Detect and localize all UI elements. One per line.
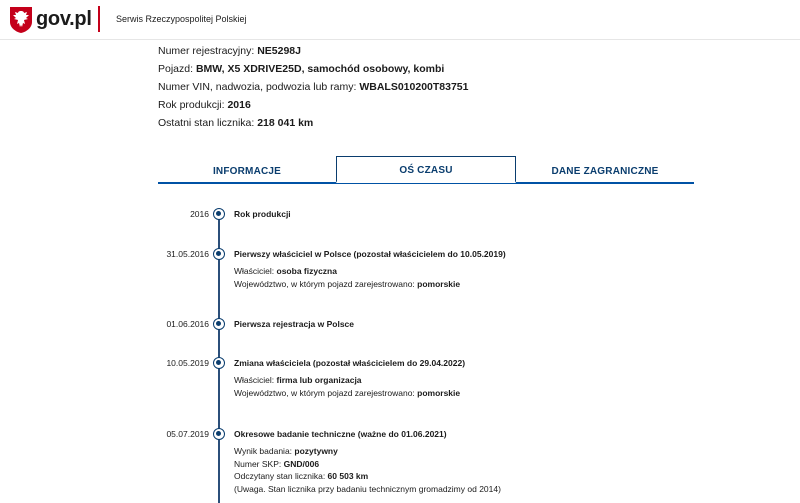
tab-informacje[interactable]: INFORMACJE xyxy=(212,166,282,177)
detail-line xyxy=(234,445,501,458)
event-date: 05.07.2019 xyxy=(166,429,209,439)
vehicle-label: Pojazd: xyxy=(158,63,196,75)
detail-line xyxy=(234,278,460,291)
vin-label: Numer VIN, nadwozia, podwozia lub ramy: xyxy=(158,81,360,93)
production-year-value: 2016 xyxy=(227,99,251,111)
event-details xyxy=(234,265,460,290)
detail-label: Wynik badania: xyxy=(234,446,295,456)
service-name: Serwis Rzeczypospolitej Polskiej xyxy=(116,14,247,24)
registration-label: Numer rejestracyjny: xyxy=(158,45,258,57)
timeline-dot-icon xyxy=(213,357,225,369)
detail-line xyxy=(234,374,460,387)
registration-row xyxy=(158,42,469,60)
detail-value: firma lub organizacja xyxy=(276,375,362,385)
mileage-row xyxy=(158,114,469,132)
mileage-value: 218 041 km xyxy=(257,117,314,129)
event-date: 10.05.2019 xyxy=(166,358,209,368)
event-date: 31.05.2016 xyxy=(166,249,209,259)
timeline-dot-icon xyxy=(213,248,225,260)
detail-value: 60 503 km xyxy=(327,471,369,481)
vehicle-row xyxy=(158,60,469,78)
detail-label: Województwo, w którym pojazd zarejestrowano: xyxy=(234,387,418,398)
detail-value: pozytywny xyxy=(294,446,338,456)
vin-value: WBALS010200T83751 xyxy=(359,81,469,93)
event-title: Rok produkcji xyxy=(234,209,291,219)
detail-line xyxy=(234,387,460,400)
event-details xyxy=(234,445,501,495)
registration-value: NE5298J xyxy=(257,45,301,57)
tab-bar xyxy=(158,156,694,184)
detail-label: Numer SKP: xyxy=(234,458,284,469)
detail-label: Właściciel: xyxy=(234,375,277,385)
brand-logo-text[interactable]: gov.pl xyxy=(36,8,92,30)
timeline-dot-icon xyxy=(213,318,225,330)
vehicle-value: BMW, X5 XDRIVE25D, samochód osobowy, kombi xyxy=(195,63,445,75)
tab-os-czasu[interactable]: OŚ CZASU xyxy=(336,156,516,183)
detail-note: (Uwaga. Stan licznika przy badaniu technicznym gromadzimy od 2014) xyxy=(234,483,501,494)
detail-value: pomorskie xyxy=(417,387,461,398)
timeline-dot-icon xyxy=(213,208,225,220)
timeline xyxy=(0,200,800,503)
production-year-row xyxy=(158,96,469,114)
detail-value: GND/006 xyxy=(283,458,320,469)
event-date: 01.06.2016 xyxy=(166,319,209,329)
detail-value: pomorskie xyxy=(417,278,461,289)
event-title: Pierwsza rejestracja w Polsce xyxy=(234,319,355,329)
mileage-label: Ostatni stan licznika: xyxy=(158,117,258,129)
vin-row xyxy=(158,78,469,96)
event-details xyxy=(234,374,460,399)
event-title: Pierwszy właściciel w Polsce (pozostał właścicielem do 10.05.2019) xyxy=(234,249,506,259)
vehicle-info xyxy=(158,42,469,132)
timeline-dot-icon xyxy=(213,428,225,440)
detail-value: osoba fizyczna xyxy=(276,266,337,276)
header-divider xyxy=(98,6,100,32)
detail-line xyxy=(234,458,501,471)
detail-line xyxy=(234,265,460,278)
detail-label: Województwo, w którym pojazd zarejestrowano: xyxy=(234,278,418,289)
polish-eagle-emblem-icon[interactable] xyxy=(9,6,33,34)
event-title: Zmiana właściciela (pozostał właścicielem do 29.04.2022) xyxy=(234,358,466,368)
event-title: Okresowe badanie techniczne (ważne do 01.06.2021) xyxy=(234,429,447,439)
event-date: 2016 xyxy=(190,209,209,219)
detail-label: Właściciel: xyxy=(234,266,277,276)
detail-label: Odczytany stan licznika: xyxy=(234,471,328,481)
site-header xyxy=(0,0,800,40)
production-year-label: Rok produkcji: xyxy=(158,99,228,111)
detail-line xyxy=(234,470,501,483)
tab-dane-zagraniczne[interactable]: DANE ZAGRANICZNE xyxy=(551,166,659,177)
